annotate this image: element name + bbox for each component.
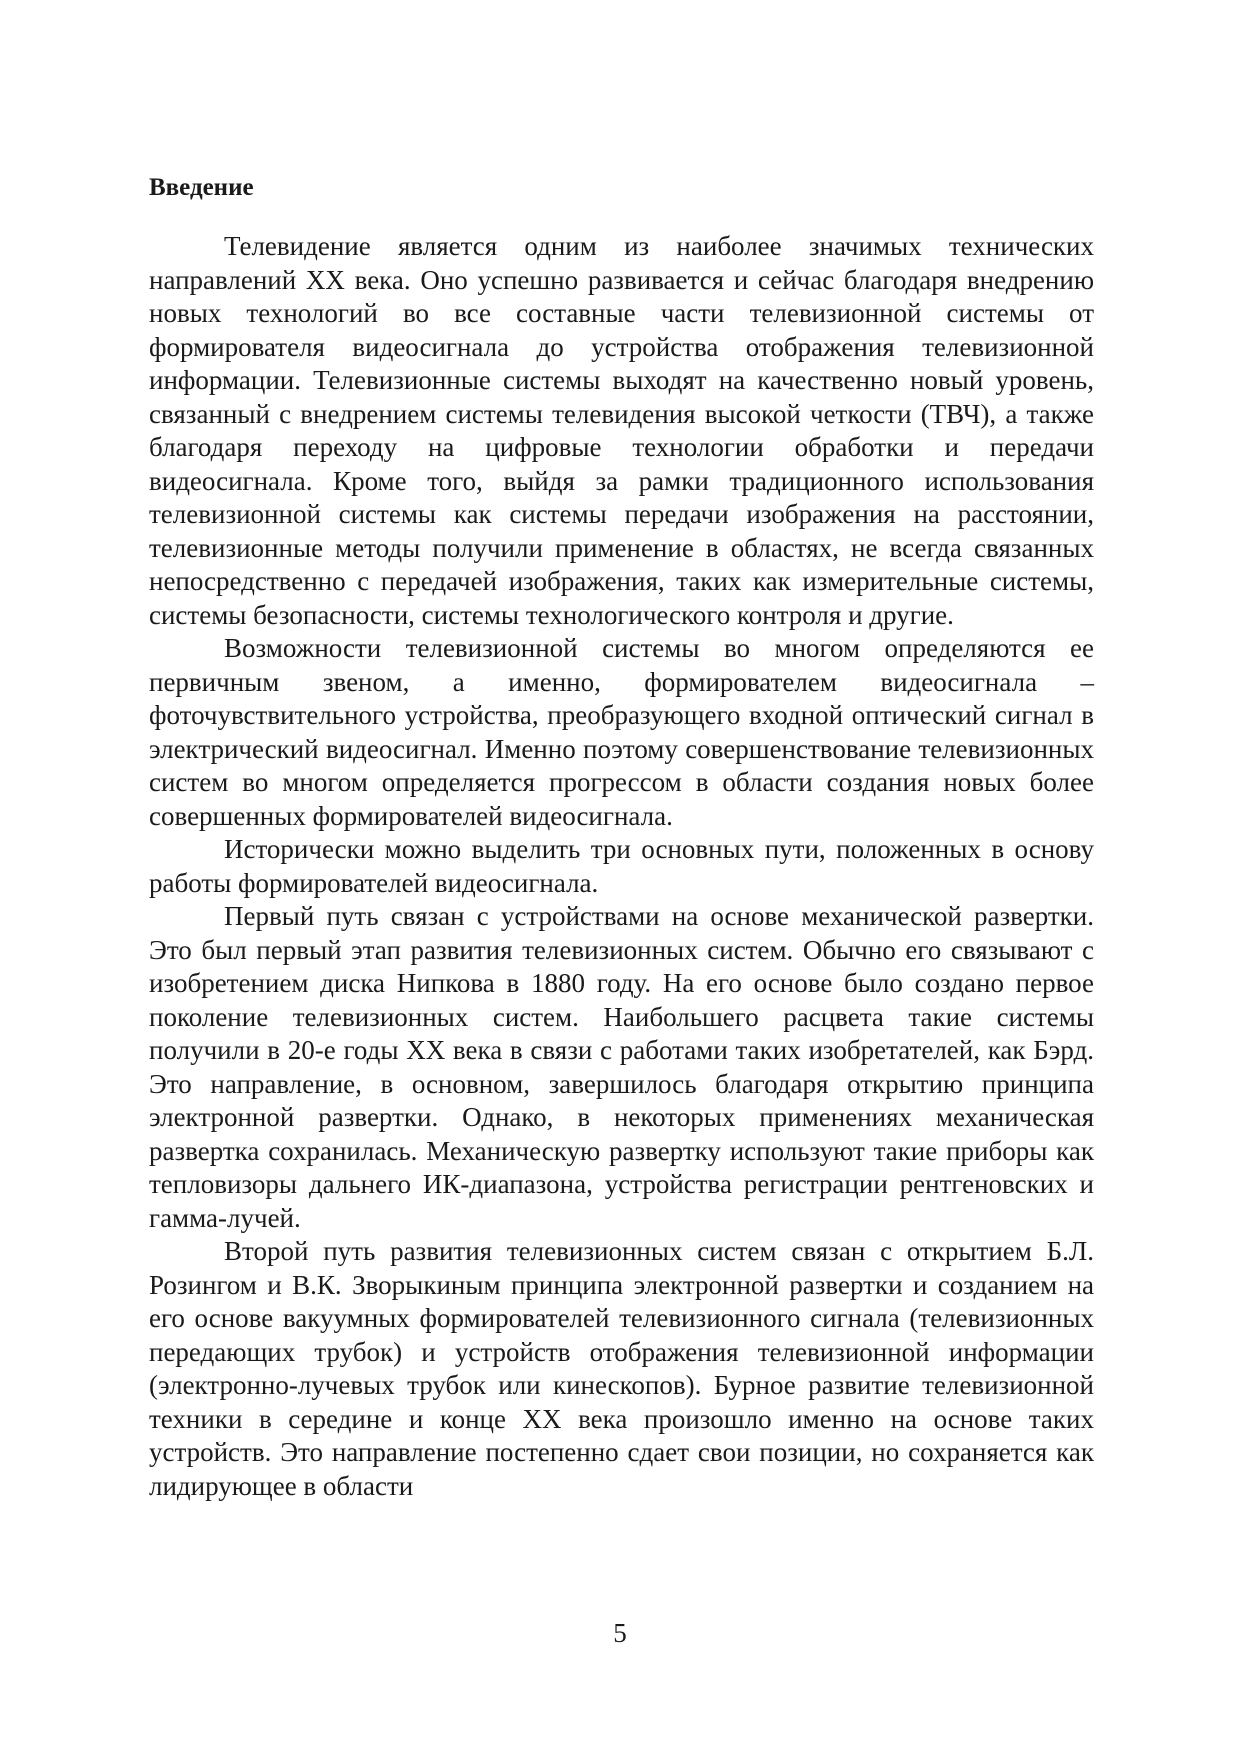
section-heading: Введение: [149, 174, 254, 201]
paragraph: Исторически можно выделить три основных пути, положенных в основу работы формирователей видеосигнала.: [149, 834, 1094, 898]
body-text: [149, 230, 1094, 1503]
paragraph: Телевидение является одним из наиболее значимых технических направлений XX века. Оно успешно развивается и сейчас благодаря внедрению новых технологий во все составные части телевизионной системы от формирователя видеосигнала до устройства отображения телевизионной информации. Телевизионные системы выходят на качественно новый уровень, связанный с внедрением системы телевидения высокой четкости (ТВЧ), а также благодаря переходу на цифровые технологии обработки и передачи видеосигнала. Кроме того, выйдя за рамки традиционного использования телевизионной системы как системы передачи изображения на расстоянии, телевизионные методы получили применение в областях, не всегда связанных непосредственно с передачей изображения, таких как измерительные системы, системы безопасности, системы технологического контроля и другие.: [149, 231, 1094, 630]
page-number: 5: [613, 1618, 627, 1648]
paragraph: Второй путь развития телевизионных систем связан с открытием Б.Л. Розингом и В.К. Зворыкиным принципа электронной развертки и созданием на его основе вакуумных формирователей телевизионного сигнала (телевизионных передающих трубок) и устройств отображения телевизионной информации (электронно-лучевых трубок или кинескопов). Бурное развитие телевизионной техники в середине и конце XX века произошло именно на основе таких устройств. Это направление постепенно сдает свои позиции, но сохраняется как лидирующее в области: [149, 1236, 1094, 1501]
paragraph: Возможности телевизионной системы во многом определяются ее первичным звеном, а именно, формирователем видеосигнала – фоточувствительного устройства, преобразующего входной оптический сигнал в электрический видеосигнал. Именно поэтому совершенствование телевизионных систем во многом определяется прогрессом в области создания новых более совершенных формирователей видеосигнала.: [149, 633, 1094, 831]
paragraph: Первый путь связан с устройствами на основе механической развертки. Это был первый этап развития телевизионных систем. Обычно его связывают с изобретением диска Нипкова в 1880 году. На его основе было создано первое поколение телевизионных систем. Наибольшего расцвета такие системы получили в 20-е годы XX века в связи с работами таких изобретателей, как Бэрд. Это направление, в основном, завершилось благодаря открытию принципа электронной развертки. Однако, в некоторых применениях механическая развертка сохранилась. Механическую развертку используют такие приборы как тепловизоры дальнего ИК-диапазона, устройства регистрации рентгеновских и гамма-лучей.: [149, 901, 1094, 1233]
